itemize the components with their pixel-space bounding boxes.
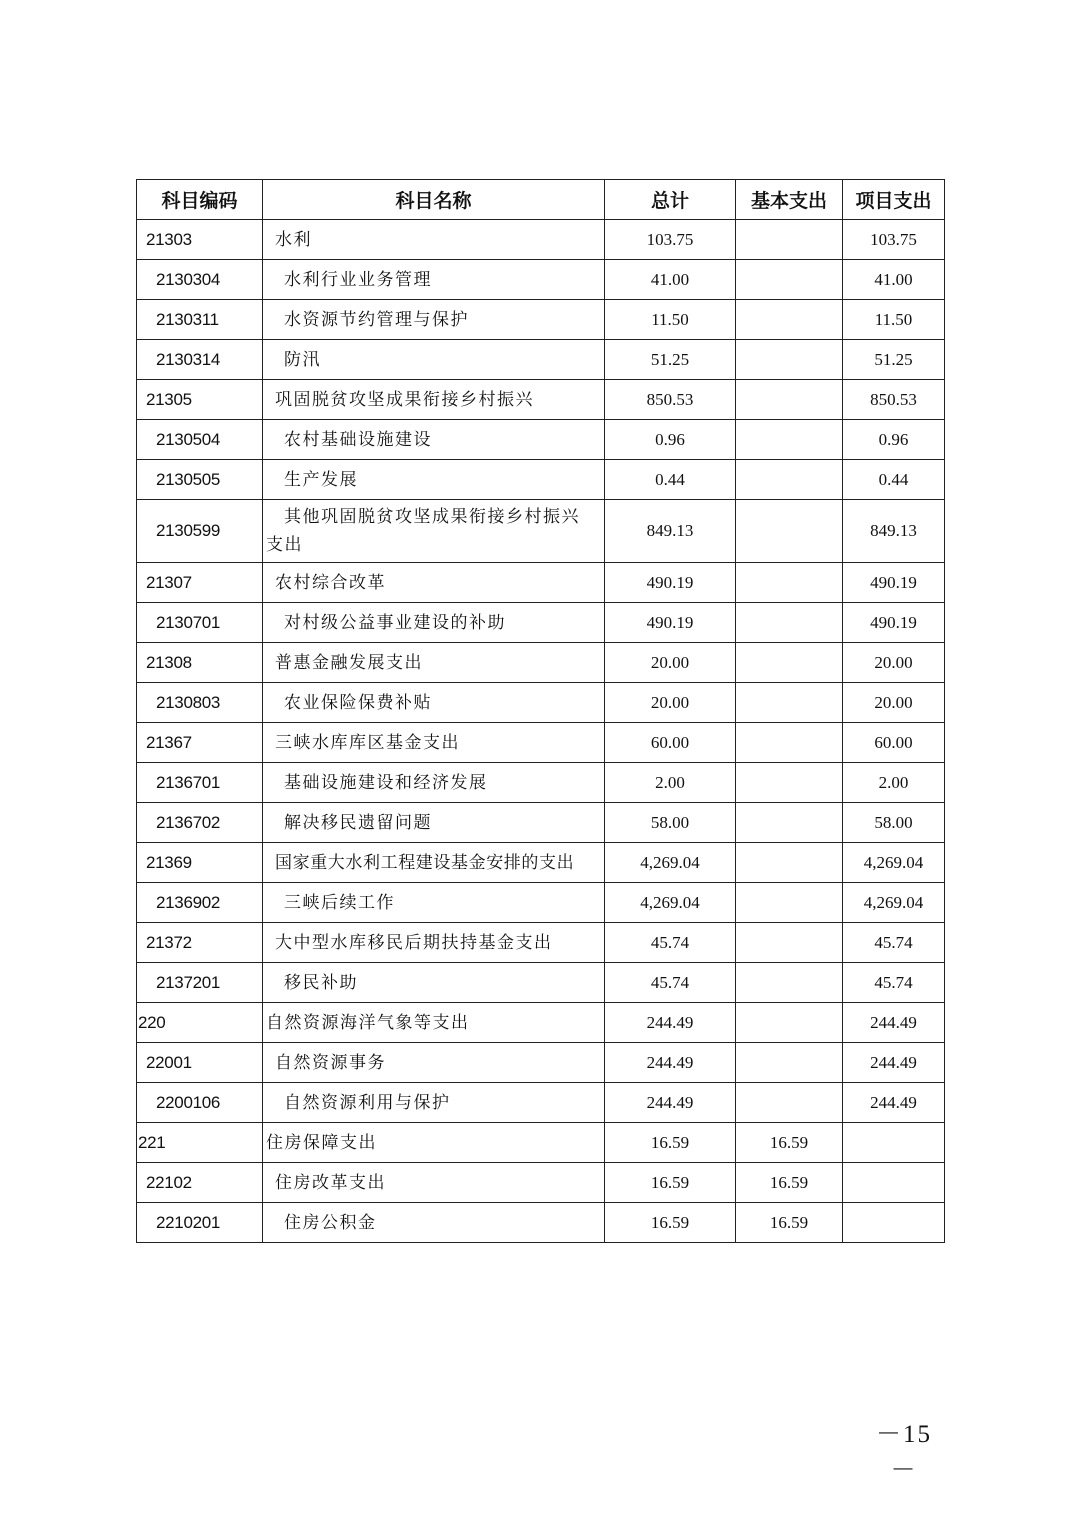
row-basic [736, 220, 843, 260]
row-basic [736, 420, 843, 460]
row-basic [736, 340, 843, 380]
row-code: 21308 [137, 643, 263, 683]
row-code: 2130304 [137, 260, 263, 300]
row-name: 解决移民遗留问题 [263, 803, 605, 843]
row-project: 20.00 [843, 643, 945, 683]
table-row [137, 763, 945, 803]
row-name: 住房改革支出 [263, 1163, 605, 1203]
row-name: 大中型水库移民后期扶持基金支出 [263, 923, 605, 963]
row-name: 农村综合改革 [263, 563, 605, 603]
table-row [137, 380, 945, 420]
table-row [137, 500, 945, 563]
table-row [137, 460, 945, 500]
row-basic [736, 380, 843, 420]
row-name: 水资源节约管理与保护 [263, 300, 605, 340]
table-row [137, 883, 945, 923]
table-row [137, 1083, 945, 1123]
row-project: 45.74 [843, 923, 945, 963]
header-project: 项目支出 [843, 180, 945, 220]
row-project [843, 1163, 945, 1203]
row-project [843, 1123, 945, 1163]
table-row [137, 420, 945, 460]
row-basic [736, 1003, 843, 1043]
row-code: 21369 [137, 843, 263, 883]
row-total: 103.75 [605, 220, 736, 260]
row-basic [736, 723, 843, 763]
header-code: 科目编码 [137, 180, 263, 220]
row-total: 16.59 [605, 1123, 736, 1163]
row-name: 自然资源利用与保护 [263, 1083, 605, 1123]
row-total: 60.00 [605, 723, 736, 763]
row-project: 244.49 [843, 1003, 945, 1043]
row-project: 58.00 [843, 803, 945, 843]
table-header-row [137, 180, 945, 220]
header-name: 科目名称 [263, 180, 605, 220]
row-basic [736, 883, 843, 923]
row-project: 51.25 [843, 340, 945, 380]
row-name: 生产发展 [263, 460, 605, 500]
row-name: 住房公积金 [263, 1203, 605, 1243]
row-code: 2136702 [137, 803, 263, 843]
row-total: 51.25 [605, 340, 736, 380]
row-name: 住房保障支出 [263, 1123, 605, 1163]
table-row [137, 723, 945, 763]
row-project: 4,269.04 [843, 843, 945, 883]
row-name: 移民补助 [263, 963, 605, 1003]
row-name: 三峡水库库区基金支出 [263, 723, 605, 763]
table-row [137, 843, 945, 883]
row-basic [736, 1083, 843, 1123]
row-project: 103.75 [843, 220, 945, 260]
row-name: 基础设施建设和经济发展 [263, 763, 605, 803]
row-code: 2137201 [137, 963, 263, 1003]
row-code: 2210201 [137, 1203, 263, 1243]
row-basic [736, 300, 843, 340]
row-project [843, 1203, 945, 1243]
row-name: 普惠金融发展支出 [263, 643, 605, 683]
row-basic [736, 500, 843, 563]
row-total: 850.53 [605, 380, 736, 420]
row-code: 221 [137, 1123, 263, 1163]
row-name: 对村级公益事业建设的补助 [263, 603, 605, 643]
row-basic [736, 683, 843, 723]
table-row [137, 683, 945, 723]
row-basic [736, 923, 843, 963]
row-code: 2130803 [137, 683, 263, 723]
table-row [137, 1163, 945, 1203]
table-row [137, 1003, 945, 1043]
table-row [137, 803, 945, 843]
row-basic: 16.59 [736, 1123, 843, 1163]
row-project: 850.53 [843, 380, 945, 420]
row-project: 0.96 [843, 420, 945, 460]
row-total: 849.13 [605, 500, 736, 563]
row-total: 58.00 [605, 803, 736, 843]
row-total: 4,269.04 [605, 843, 736, 883]
row-code: 22001 [137, 1043, 263, 1083]
row-total: 45.74 [605, 963, 736, 1003]
row-basic: 16.59 [736, 1163, 843, 1203]
row-project: 2.00 [843, 763, 945, 803]
row-total: 41.00 [605, 260, 736, 300]
table-row [137, 260, 945, 300]
row-code: 21367 [137, 723, 263, 763]
row-name: 农业保险保费补贴 [263, 683, 605, 723]
budget-table [136, 179, 945, 1243]
row-project: 45.74 [843, 963, 945, 1003]
table-row [137, 340, 945, 380]
row-code: 2130504 [137, 420, 263, 460]
row-total: 490.19 [605, 603, 736, 643]
table-row [137, 923, 945, 963]
row-basic [736, 763, 843, 803]
row-name-line2: 支出 [266, 535, 303, 555]
row-name: 自然资源海洋气象等支出 [263, 1003, 605, 1043]
table-row [137, 220, 945, 260]
table-row [137, 300, 945, 340]
row-project: 490.19 [843, 563, 945, 603]
row-project: 41.00 [843, 260, 945, 300]
table-row [137, 643, 945, 683]
table-row [137, 563, 945, 603]
row-code: 220 [137, 1003, 263, 1043]
row-basic [736, 843, 843, 883]
row-name: 水利 [263, 220, 605, 260]
page-number: －15－ [875, 1421, 932, 1484]
table-row [137, 603, 945, 643]
row-name: 防汛 [263, 340, 605, 380]
row-basic [736, 1043, 843, 1083]
row-project: 11.50 [843, 300, 945, 340]
row-project: 849.13 [843, 500, 945, 563]
table-row [137, 1043, 945, 1083]
row-code: 21305 [137, 380, 263, 420]
row-total: 2.00 [605, 763, 736, 803]
table-row [137, 1123, 945, 1163]
table-row [137, 1203, 945, 1243]
row-basic [736, 563, 843, 603]
row-basic [736, 460, 843, 500]
row-total: 244.49 [605, 1003, 736, 1043]
row-project: 490.19 [843, 603, 945, 643]
row-project: 244.49 [843, 1083, 945, 1123]
row-basic [736, 603, 843, 643]
header-basic: 基本支出 [736, 180, 843, 220]
row-name: 水利行业业务管理 [263, 260, 605, 300]
row-name-line1: 其他巩固脱贫攻坚成果衔接乡村振兴 [284, 507, 580, 527]
row-basic [736, 260, 843, 300]
row-basic: 16.59 [736, 1203, 843, 1243]
row-project: 244.49 [843, 1043, 945, 1083]
row-total: 4,269.04 [605, 883, 736, 923]
row-total: 45.74 [605, 923, 736, 963]
row-total: 490.19 [605, 563, 736, 603]
row-total: 244.49 [605, 1043, 736, 1083]
row-basic [736, 643, 843, 683]
row-total: 11.50 [605, 300, 736, 340]
row-total: 244.49 [605, 1083, 736, 1123]
row-project: 0.44 [843, 460, 945, 500]
row-total: 0.96 [605, 420, 736, 460]
row-project: 60.00 [843, 723, 945, 763]
row-code: 2130314 [137, 340, 263, 380]
row-code: 2136701 [137, 763, 263, 803]
row-name: 三峡后续工作 [263, 883, 605, 923]
row-code: 21303 [137, 220, 263, 260]
row-total: 16.59 [605, 1163, 736, 1203]
row-code: 2130311 [137, 300, 263, 340]
row-project: 4,269.04 [843, 883, 945, 923]
row-name [263, 500, 605, 563]
row-code: 21372 [137, 923, 263, 963]
table-row [137, 963, 945, 1003]
row-project: 20.00 [843, 683, 945, 723]
row-name: 国家重大水利工程建设基金安排的支出 [263, 843, 605, 883]
row-code: 22102 [137, 1163, 263, 1203]
row-name: 自然资源事务 [263, 1043, 605, 1083]
row-code: 2130701 [137, 603, 263, 643]
row-name: 农村基础设施建设 [263, 420, 605, 460]
row-code: 21307 [137, 563, 263, 603]
row-total: 20.00 [605, 643, 736, 683]
row-total: 16.59 [605, 1203, 736, 1243]
row-basic [736, 803, 843, 843]
row-total: 0.44 [605, 460, 736, 500]
row-basic [736, 963, 843, 1003]
header-total: 总计 [605, 180, 736, 220]
row-total: 20.00 [605, 683, 736, 723]
row-name: 巩固脱贫攻坚成果衔接乡村振兴 [263, 380, 605, 420]
row-code: 2136902 [137, 883, 263, 923]
row-code: 2200106 [137, 1083, 263, 1123]
row-code: 2130599 [137, 500, 263, 563]
row-code: 2130505 [137, 460, 263, 500]
